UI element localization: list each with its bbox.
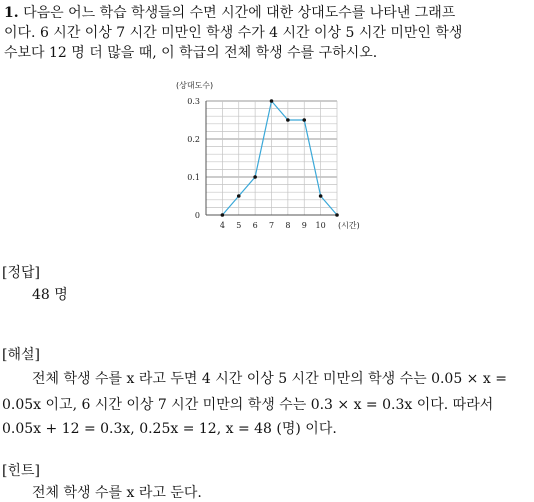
data-point [335, 213, 339, 217]
data-point [319, 194, 323, 198]
answer-header: [정답] [2, 265, 40, 281]
x-tick-label: 6 [252, 221, 258, 230]
question-text-1: 다음은 어느 학습 학생들의 수면 시간에 대한 상대도수를 나타낸 그래프 [23, 5, 456, 21]
y-tick-label: 0.3 [187, 97, 200, 106]
data-point [221, 213, 225, 217]
explanation-header: [해설] [2, 347, 40, 363]
x-axis-title: (시간) [338, 221, 360, 230]
y-tick-label: 0.1 [187, 173, 200, 182]
chart-svg [174, 78, 364, 234]
explanation-line-3: 0.05x + 12 = 0.3x, 0.25x = 12, x = 48 (명) 이다. [2, 421, 337, 437]
question-line-3: 수보다 12 명 더 많을 때, 이 학급의 전체 학생 수를 구하시오. [4, 45, 378, 61]
question-number: 1. [4, 5, 19, 21]
answer-text: 48 명 [32, 287, 68, 303]
x-tick-label: 7 [268, 221, 275, 230]
x-tick-label: 5 [236, 221, 242, 230]
x-tick-label: 10 [315, 221, 326, 230]
data-point [237, 194, 241, 198]
question-line-1 [4, 4, 455, 22]
x-tick-label: 9 [301, 221, 307, 230]
question-line-2: 이다. 6 시간 이상 7 시간 미만인 학생 수가 4 시간 이상 5 시간 미만인 학생 [4, 25, 463, 41]
explanation-line-1: 전체 학생 수를 x 라고 두면 4 시간 이상 5 시간 미만의 학생 수는 0.05 × x = [32, 371, 507, 387]
x-tick-label: 4 [219, 221, 225, 230]
y-tick-label: 0 [194, 211, 200, 220]
series-line [222, 101, 337, 215]
explanation-line-2: 0.05x 이고, 6 시간 이상 7 시간 미만의 학생 수는 0.3 × x = 0.3x 이다. 따라서 [2, 397, 494, 413]
x-tick-label: 8 [285, 221, 291, 230]
hint-text: 전체 학생 수를 x 라고 둔다. [32, 485, 202, 501]
relative-frequency-chart [174, 78, 364, 234]
data-point [286, 118, 290, 122]
hint-header: [힌트] [2, 463, 40, 479]
data-point [270, 99, 274, 103]
data-point [302, 118, 306, 122]
data-point [253, 175, 257, 179]
y-tick-label: 0.2 [187, 135, 200, 144]
y-axis-title: (상대도수) [176, 81, 214, 90]
